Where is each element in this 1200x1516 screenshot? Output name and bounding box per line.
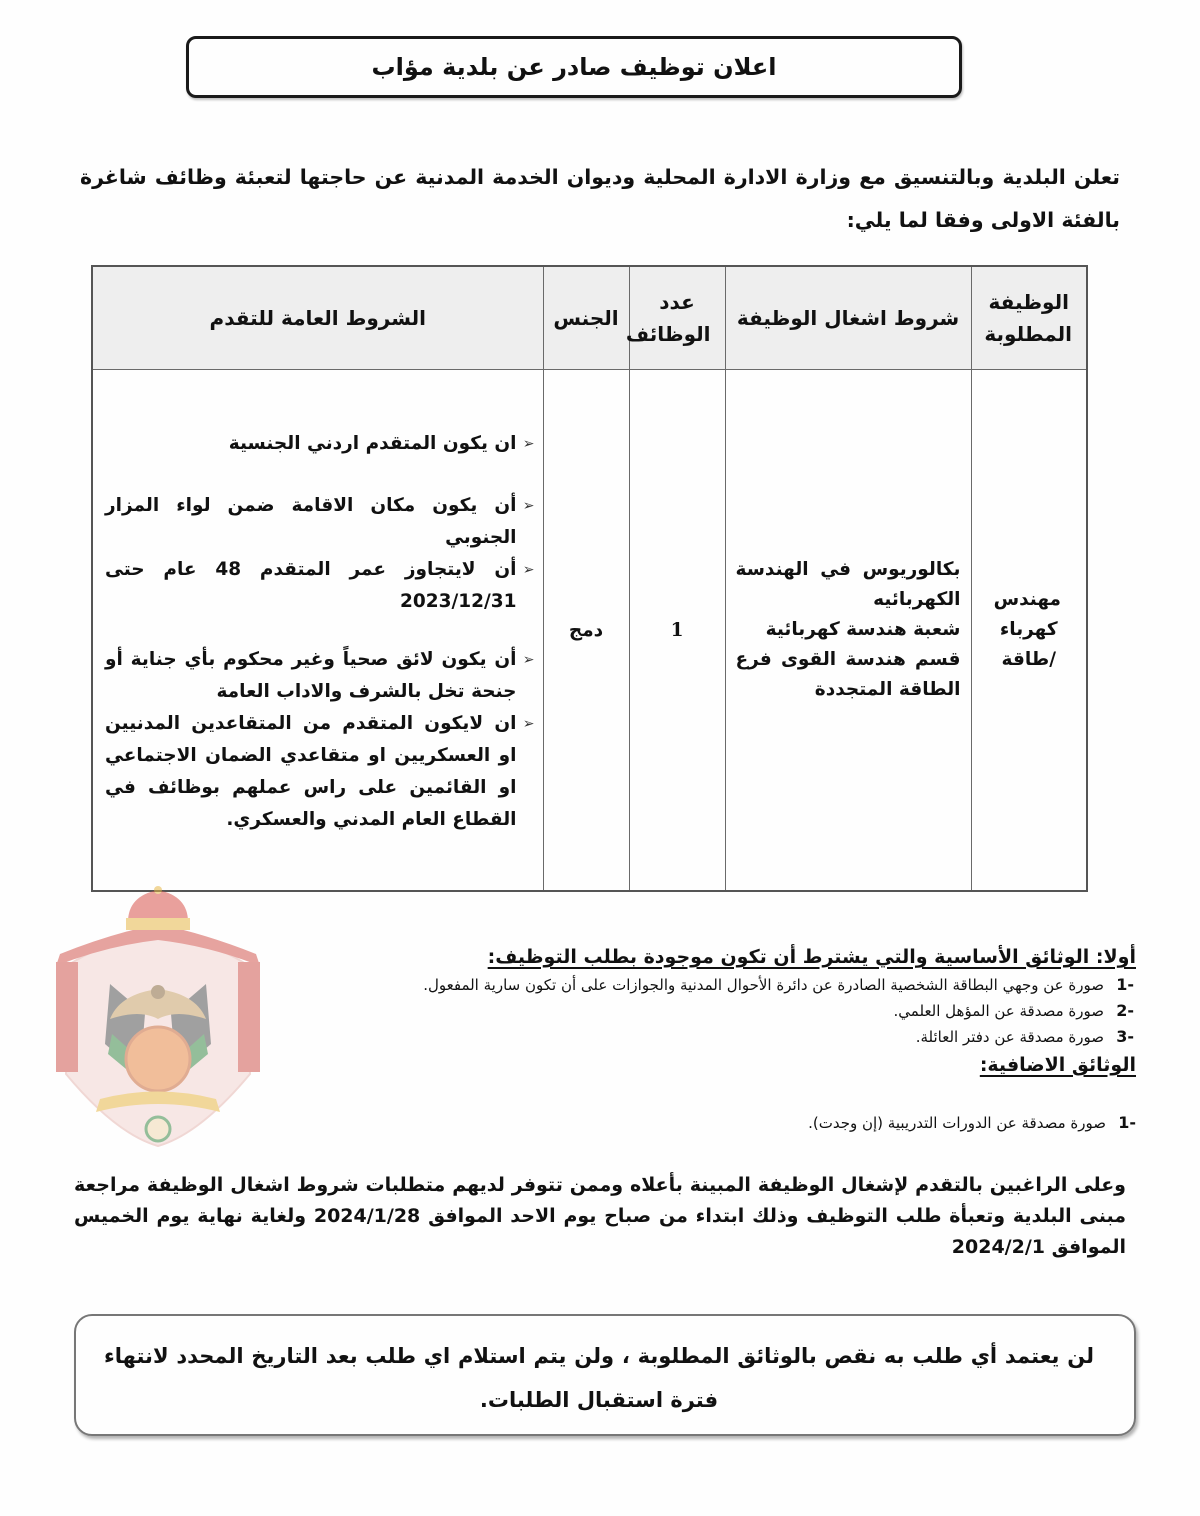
condition-line: بكالوريوس في الهندسة الكهربائيه [735, 559, 961, 610]
cell-count: 1 [629, 370, 725, 892]
general-condition: ➢ ان يكون المتقدم اردني الجنسية [105, 428, 535, 460]
intro-paragraph: تعلن البلدية وبالتنسيق مع وزارة الادارة المحلية وديوان الخدمة المدنية عن حاجتها لتعبئة وظائف شاغرة بالفئة الاولى وفقا لما يلي: [80, 165, 1120, 232]
header-general: الشروط العامة للتقدم [92, 266, 543, 370]
arrow-bullet-icon: ➢ [522, 562, 535, 578]
coat-of-arms-icon [50, 884, 266, 1154]
general-condition: ➢ أن يكون لائق صحياً وغير محكوم بأي جناية أو جنحة تخل بالشرف والاداب العامة [105, 644, 535, 708]
note-text: لن يعتمد أي طلب به نقص بالوثائق المطلوبة ، ولن يتم استلام اي طلب بعد التاريخ المحدد لانتهاء فترة استقبال الطلبات. [104, 1344, 1094, 1412]
table-row [92, 370, 1087, 892]
cell-gender: دمج [543, 370, 629, 892]
general-condition: ➢ أن يكون مكان الاقامة ضمن لواء المزار الجنوبي [105, 490, 535, 554]
header-gender: الجنس [543, 266, 629, 370]
header-job: الوظيفة المطلوبة [971, 266, 1087, 370]
extra-documents-title: الوثائق الاضافية: [979, 1054, 1136, 1076]
cell-job [971, 370, 1087, 892]
arrow-bullet-icon: ➢ [522, 436, 535, 452]
header-count: عدد الوظائف [629, 266, 725, 370]
basic-documents-title: أولا: الوثائق الأساسية والتي يشترط أن تكون موجودة بطلب التوظيف: [487, 946, 1136, 968]
document-item: -1 صورة مصدقة عن الدورات التدريبية (إن وجدت). [808, 1113, 1136, 1132]
condition-line: شعبة هندسة كهربائية [765, 619, 961, 640]
closing-paragraph: وعلى الراغبين بالتقدم لإشغال الوظيفة المبينة بأعلاه وممن تتوفر لديهم متطلبات شروط اشغال الوظيفة مراجعة مبنى البلدية وتعبأة طلب التوظيف وذلك ابتداء من صباح يوم الاحد الموافق 2024/1/28 ولغاية نهاية يوم الخميس الموافق 2024/2/1 [74, 1174, 1126, 1258]
title-box [186, 36, 962, 98]
cell-conditions [725, 370, 971, 892]
document-item: -3 صورة مصدقة عن دفتر العائلة. [915, 1027, 1134, 1046]
table-header-row [92, 266, 1087, 370]
arrow-bullet-icon: ➢ [522, 716, 535, 732]
note-box [74, 1314, 1136, 1436]
general-condition: ➢ أن لايتجاوز عمر المتقدم 48 عام حتى 2023/12/31 [105, 554, 535, 618]
document-item: -2 صورة مصدقة عن المؤهل العلمي. [893, 1001, 1134, 1020]
documents-section [300, 942, 1136, 1136]
arrow-bullet-icon: ➢ [522, 498, 535, 514]
cell-general [92, 370, 543, 892]
general-condition: ➢ ان لايكون المتقدم من المتقاعدين المدنيين او العسكريين او متقاعدي الضمان الاجتماعي او القائمين على راس عملهم بوظائف في القطاع العام المدني والعسكري. [105, 708, 535, 836]
announcement-title: اعلان توظيف صادر عن بلدية مؤاب [371, 53, 777, 81]
header-conditions: شروط اشغال الوظيفة [725, 266, 971, 370]
jobs-table [91, 265, 1088, 892]
job-title: مهندس كهرباء /طاقة [993, 589, 1061, 670]
condition-line: قسم هندسة القوى فرع الطاقة المتجددة [735, 649, 961, 700]
document-item: -1 صورة عن وجهي البطاقة الشخصية الصادرة عن دائرة الأحوال المدنية والجوازات على أن تكون سارية المفعول. [423, 975, 1134, 994]
arrow-bullet-icon: ➢ [522, 652, 535, 668]
